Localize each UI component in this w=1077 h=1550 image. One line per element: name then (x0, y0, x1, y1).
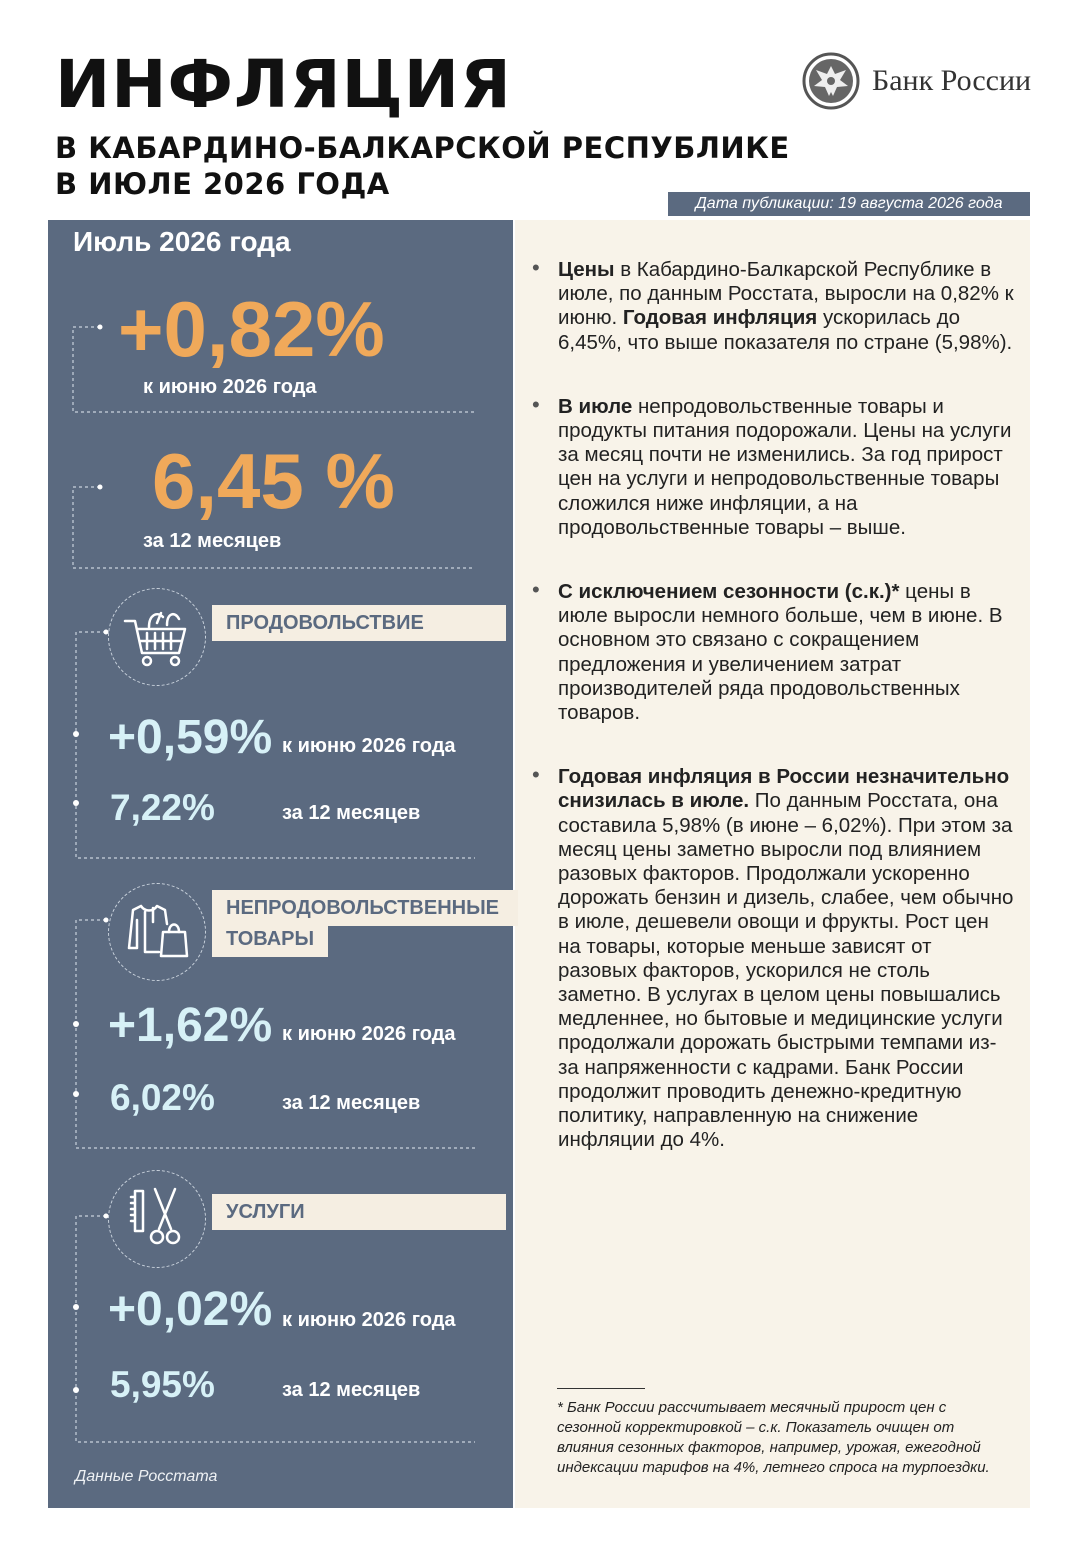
page-title: ИНФЛЯЦИЯ (55, 46, 512, 123)
bullet-seasonal (530, 577, 1015, 725)
bullet-1-text-1: в Кабардино-Балкарской Республике в июле, по данным Росстата, выросли на 0,82% к июню. (558, 258, 1014, 330)
commentary (530, 255, 1015, 1193)
bullet-1-text-2: ускорилась до 6,45%, что выше показателя по стране (5,98%). (558, 306, 1013, 354)
nonfood-monthly-label: к июню 2026 года (282, 1023, 456, 1045)
bullet-4-text: По данным Росстата, она составила 5,98% (в июне – 6,02%). При этом за месяц цены заметно выросли под влиянием разовых факторов. Продолжали ускоренно дорожать бензин и дизель, слабее, чем обычно в июле, дешевели овощи и фрукты. Рост цен на товары, которые меньше зависят от разовых факторов, ускорился не столь заметно. В услугах в целом цены повышались медленнее, но бытовые и медицинские услуги продолжали дорожать быстрыми темпами из-за напряженности с кадрами. Банк России продолжит проводить денежно-кредитную политику, направленную на снижение инфляции до 4%. (558, 789, 1014, 1152)
monthly-inflation-value: +0,82% (118, 285, 385, 373)
category-label-services: УСЛУГИ (212, 1194, 506, 1230)
annual-inflation-value: 6,45 % (152, 437, 395, 525)
bullet-dot-icon: • (532, 762, 540, 788)
food-annual-label: за 12 месяцев (282, 802, 421, 824)
nonfood-annual-value: 6,02% (110, 1077, 215, 1118)
food-annual-value: 7,22% (110, 787, 215, 828)
nonfood-annual-label: за 12 месяцев (282, 1092, 421, 1114)
bullet-4-bold: Годовая инфляция в России незначительно снизилась в июле. (558, 765, 1010, 813)
food-monthly-label: к июню 2026 года (282, 735, 456, 757)
annual-inflation-label: за 12 месяцев (143, 530, 282, 552)
bullet-dot-icon: • (532, 577, 540, 603)
bullet-1-bold-2: Годовая инфляция (622, 306, 818, 330)
bullet-prices (530, 255, 1015, 355)
bullet-july (530, 391, 1015, 540)
food-monthly-value: +0,59% (108, 711, 273, 764)
bullet-3-text: цены в июле выросли немного больше, чем в июне. В основном это связано с сокращением предложения и увеличением затрат производителей ряда продовольственных товаров. (558, 580, 1003, 725)
services-annual-value: 5,95% (110, 1364, 215, 1405)
subtitle-line-2: В ИЮЛЕ 2026 ГОДА (55, 167, 390, 201)
bullet-dot-icon: • (532, 255, 540, 280)
bullet-2-bold: В июле (558, 394, 633, 418)
bullet-1-bold-1: Цены (558, 258, 615, 281)
month-heading: Июль 2026 года (73, 226, 291, 257)
category-label-nonfood-line2: ТОВАРЫ (212, 921, 328, 957)
clothing-bag-icon (108, 883, 206, 981)
footnote: * Банк России рассчитывает месячный прирост цен с сезонной корректировкой – с.к. Показатель очищен от влияния сезонных факторов, например, урожая, ежегодной индексации тарифов на 4%, летнего спроса на турпоездки. (557, 1399, 990, 1476)
shopping-cart-icon (108, 588, 206, 686)
footnote-divider (557, 1388, 645, 1389)
services-monthly-value: +0,02% (108, 1283, 273, 1336)
publication-date: Дата публикации: 19 августа 2026 года (668, 192, 1030, 216)
bank-name: Банк России (872, 64, 1032, 97)
monthly-inflation-label: к июню 2026 года (143, 376, 317, 398)
category-label-food: ПРОДОВОЛЬСТВИЕ (212, 605, 506, 641)
data-source: Данные Росстата (75, 1468, 218, 1485)
category-label-nonfood-line1: НЕПРОДОВОЛЬСТВЕННЫЕ (212, 890, 518, 926)
services-annual-label: за 12 месяцев (282, 1379, 421, 1401)
comb-scissors-icon (108, 1170, 206, 1268)
nonfood-monthly-value: +1,62% (108, 999, 273, 1052)
subtitle-line-1: В КАБАРДИНО-БАЛКАРСКОЙ РЕСПУБЛИКЕ (55, 131, 790, 165)
bullet-2-text: непродовольственные товары и продукты питания подорожали. Цены на услуги за месяц почти не изменились. За год прирост цен на услуги и непродовольственные товары сложился ниже инфляции, а на продовольственные товары – выше. (558, 394, 1012, 539)
bullet-dot-icon: • (532, 391, 540, 417)
bullet-3-bold: С исключением сезонности (с.к.)* (558, 580, 900, 604)
services-monthly-label: к июню 2026 года (282, 1309, 456, 1331)
bullet-russia (530, 762, 1015, 1152)
